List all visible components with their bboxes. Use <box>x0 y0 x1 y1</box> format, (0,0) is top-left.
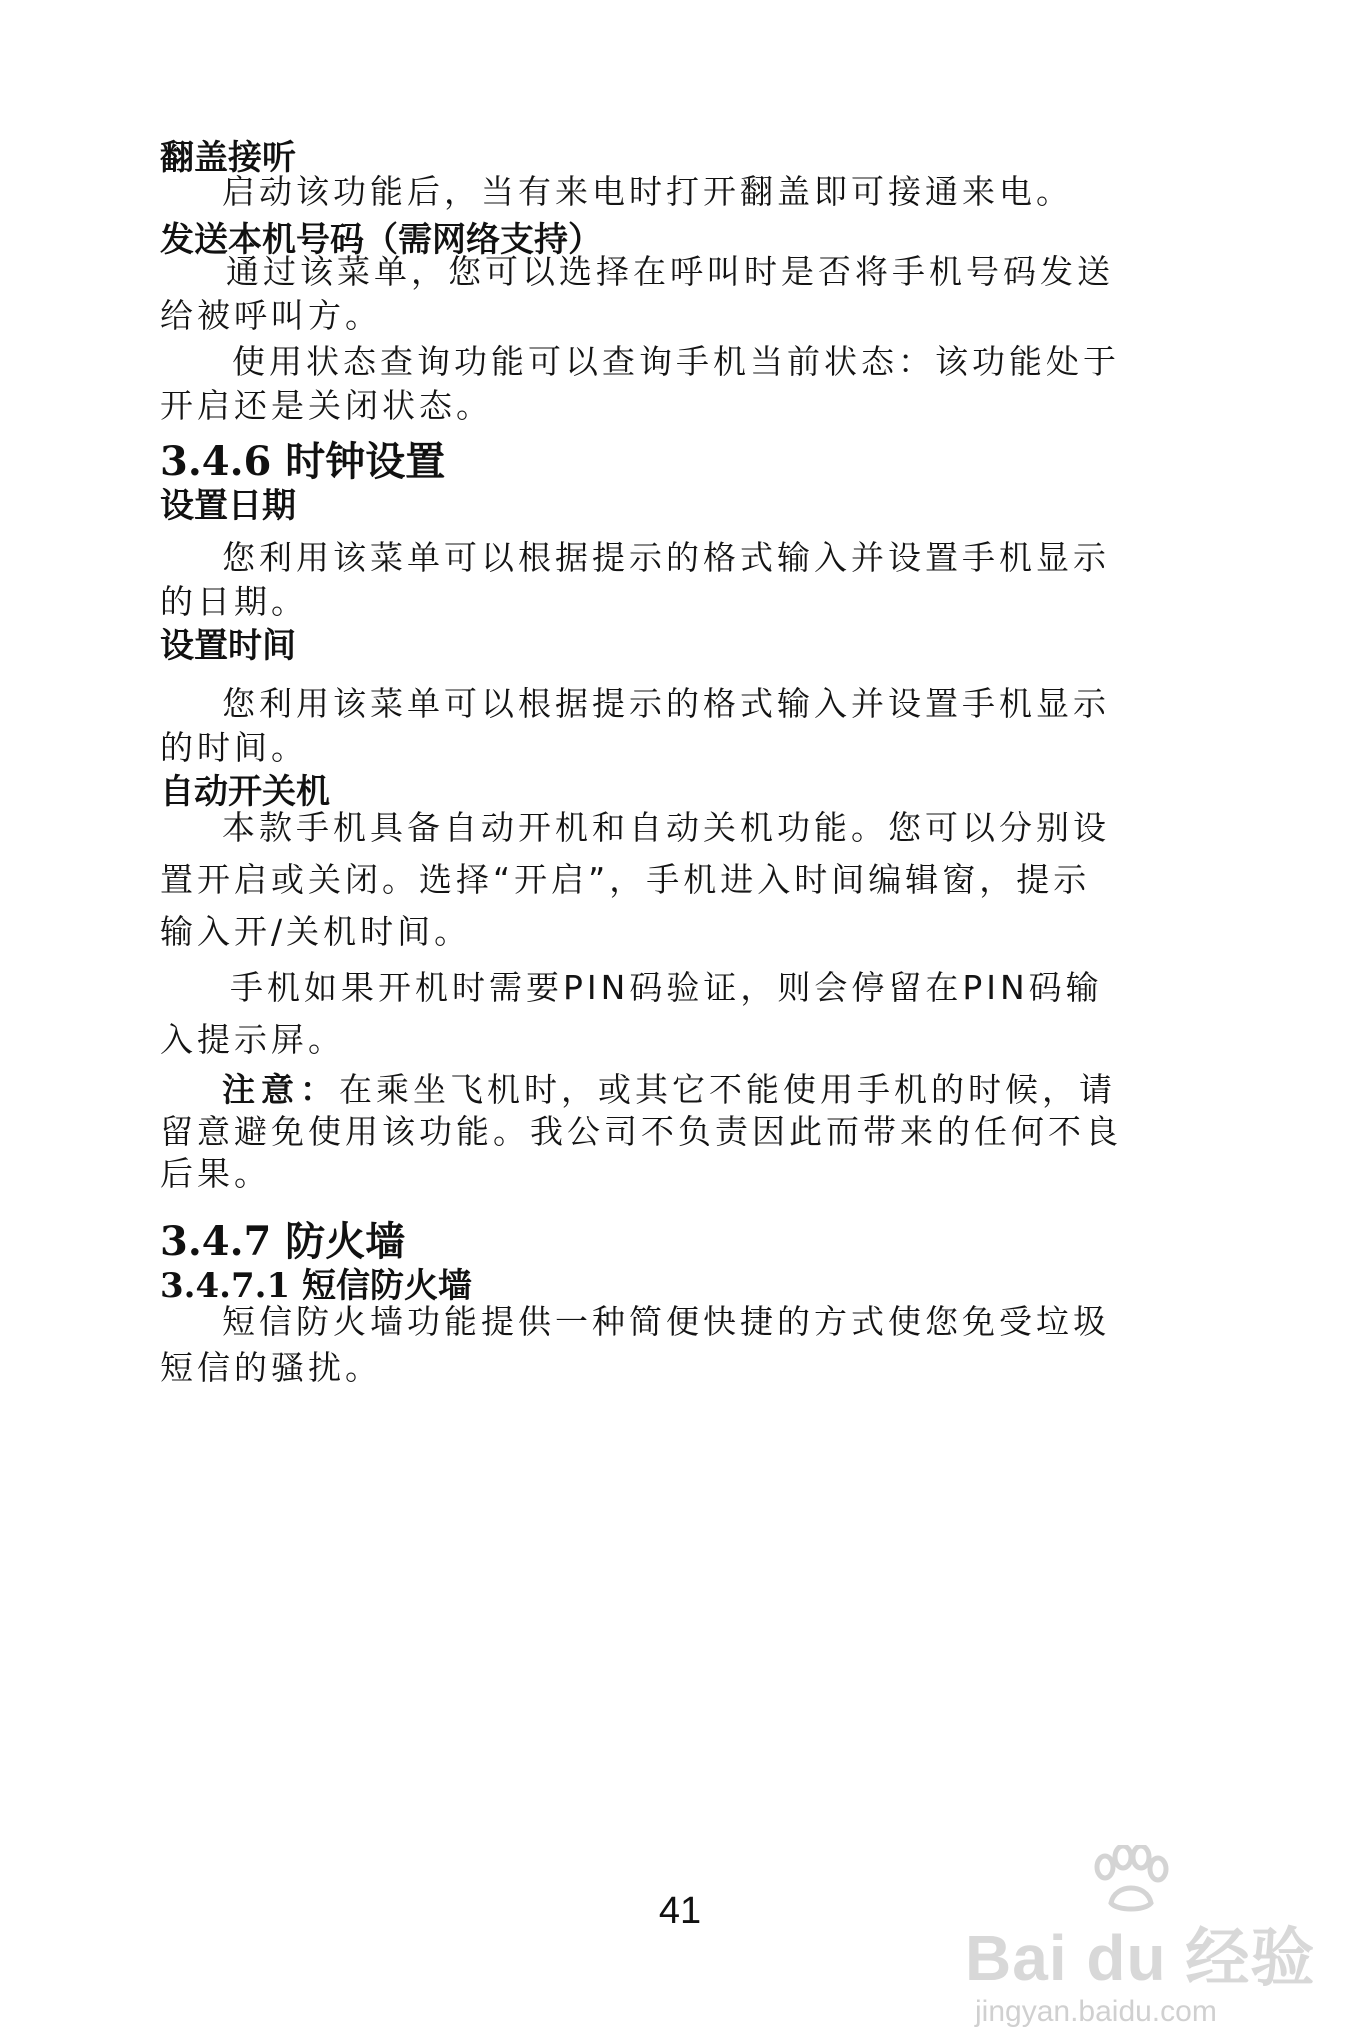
paragraph: 手机如果开机时需要PIN码验证，则会停留在PIN码输 <box>230 968 1103 1007</box>
paragraph: 的时间。 <box>160 728 308 767</box>
section-heading-clock-settings: 3.4.6 时钟设置 <box>160 438 446 485</box>
watermark-url: jingyan.baidu.com <box>975 1995 1217 2028</box>
paragraph: 开启还是关闭状态。 <box>160 386 493 425</box>
paragraph: 留意避免使用该功能。我公司不负责因此而带来的任何不良 <box>160 1112 1122 1151</box>
section-heading-firewall: 3.4.7 防火墙 <box>160 1218 406 1265</box>
watermark-logo-text: Bai du 经验 <box>965 1922 1316 1994</box>
paragraph: 置开启或关闭。选择“开启”，手机进入时间编辑窗，提示 <box>160 860 1091 899</box>
heading-flip-answer: 翻盖接听 <box>160 138 296 178</box>
paragraph: 输入开/关机时间。 <box>160 912 472 951</box>
paragraph: 后果。 <box>160 1154 271 1193</box>
paragraph: 给被呼叫方。 <box>160 296 382 335</box>
heading-set-time: 设置时间 <box>160 626 296 666</box>
note-text: 在乘坐飞机时，或其它不能使用手机的时候，请 <box>339 1070 1116 1109</box>
paragraph: 启动该功能后，当有来电时打开翻盖即可接通来电。 <box>222 172 1073 211</box>
paragraph: 入提示屏。 <box>160 1020 345 1059</box>
note-label: 注意： <box>222 1070 339 1109</box>
baidu-watermark <box>965 1845 1316 2035</box>
paragraph: 您利用该菜单可以根据提示的格式输入并设置手机显示 <box>222 684 1110 723</box>
paragraph: 短信防火墙功能提供一种简便快捷的方式使您免受垃圾 <box>222 1302 1110 1341</box>
paragraph: 的日期。 <box>160 582 308 621</box>
paragraph: 使用状态查询功能可以查询手机当前状态：该功能处于 <box>232 342 1120 381</box>
paragraph: 本款手机具备自动开机和自动关机功能。您可以分别设 <box>222 808 1110 847</box>
heading-auto-power: 自动开关机 <box>160 772 330 812</box>
heading-send-number: 发送本机号码（需网络支持） <box>160 220 602 260</box>
note-paragraph <box>222 1070 1116 1110</box>
baidu-paw-icon <box>1085 1845 1175 1915</box>
paragraph: 您利用该菜单可以根据提示的格式输入并设置手机显示 <box>222 538 1110 577</box>
heading-sms-firewall: 3.4.7.1 短信防火墙 <box>160 1266 472 1306</box>
page-number: 41 <box>658 1890 702 1932</box>
paragraph: 通过该菜单，您可以选择在呼叫时是否将手机号码发送 <box>226 252 1114 291</box>
paragraph: 短信的骚扰。 <box>160 1348 382 1387</box>
heading-set-date: 设置日期 <box>160 486 296 526</box>
